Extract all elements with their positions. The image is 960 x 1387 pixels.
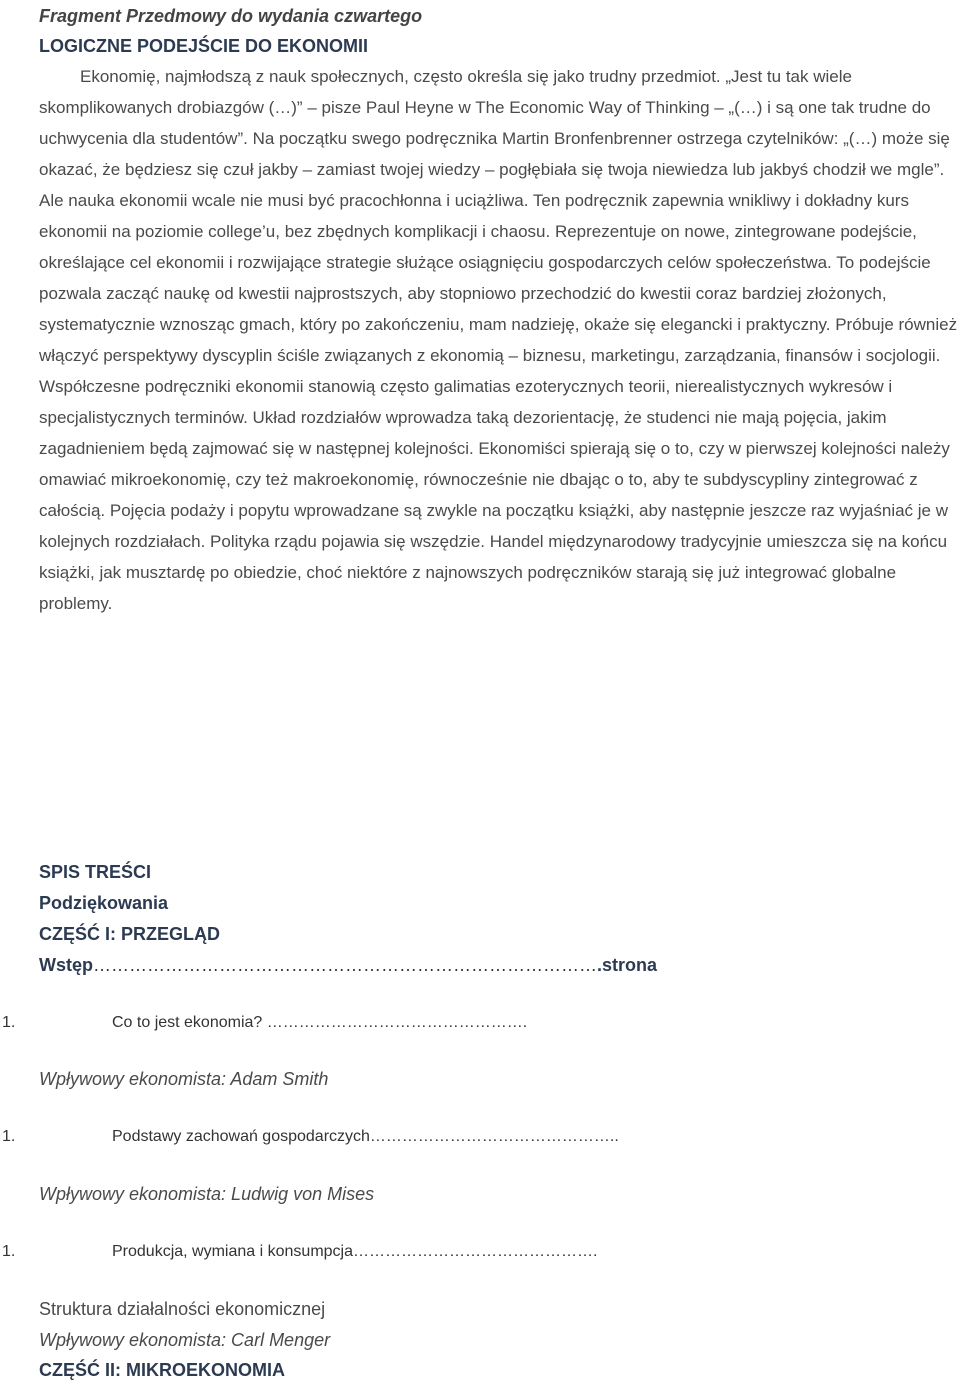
toc-entry-text	[112, 1241, 597, 1263]
fragment-title: Fragment Przedmowy do wydania czwartego	[39, 6, 423, 26]
toc-intro-page: .strona	[597, 955, 658, 975]
toc-entry-number: 1.	[2, 1014, 16, 1031]
toc-structure: Struktura działalności ekonomicznej	[39, 1299, 326, 1319]
toc-entry-title: Podstawy zachowań gospodarczych	[112, 1128, 370, 1145]
toc-entry-title: Co to jest ekonomia?	[112, 1014, 263, 1031]
toc-entry-text	[112, 1126, 619, 1148]
toc-entry-number: 1.	[2, 1128, 16, 1145]
toc-entry-title: Produkcja, wymiana i konsumpcja	[112, 1243, 353, 1260]
toc-intro-label: Wstęp	[39, 955, 93, 975]
paragraph-1: Ekonomię, najmłodszą z nauk społecznych, często określa się jako trudny przedmiot. „Jest tu tak wiele skomplikowanych drobiazgów (…)” – pisze Paul Heyne w The Economic Way of Thinking – „(…) i są one tak trudne do uchwycenia dla studentów”. Na początku swego podręcznika Martin Bronfenbrenner ostrzega czytelników: „(…) może się okazać, że będziesz się czuł jakby – zamiast twojej wiedzy – pogłębiała się twoja niewiedza lub jakbyś chodził we mgle”.	[39, 67, 950, 179]
section-heading: LOGICZNE PODEJŚCIE DO EKONOMII	[39, 36, 369, 56]
preface-body	[39, 61, 960, 619]
toc-intro-dots: …………………………………………………………………………	[93, 955, 597, 975]
toc-entry-dots: ……………………………………….	[353, 1243, 598, 1260]
toc-part-1: CZĘŚĆ I: PRZEGLĄD	[39, 924, 221, 944]
toc-part-2: CZĘŚĆ II: MIKROEKONOMIA	[39, 1360, 285, 1380]
toc-entry-dots: ………………………………………….	[262, 1014, 528, 1031]
toc-economist: Wpływowy ekonomista: Carl Menger	[39, 1330, 331, 1350]
paragraph-3: Współczesne podręczniki ekonomii stanowią często galimatias ezoterycznych teorii, nierealistycznych wykresów i specjalistycznych terminów. Układ rozdziałów wprowadza taką dezorientację, że studenci nie mają pojęcia, jakim zagadnieniem będą zajmować się w następnej kolejności. Ekonomiści spierają się o to, czy w pierwszej kolejności należy omawiać mikroekonomię, czy też makroekonomię, równocześnie nie dbając o to, aby te subdyscypliny zintegrować z całością. Pojęcia podaży i popytu wprowadzane są zwykle na początku książki, aby następnie jeszcze raz wyjaśniać je w kolejnych rozdziałach. Polityka rządu pojawia się wszędzie. Handel międzynarodowy tradycyjnie umieszcza się na końcu książki, jak musztardę po obiedzie, choć niektóre z najnowszych podręczników starają się już integrować globalne problemy.	[39, 377, 950, 613]
paragraph-2: Ale nauka ekonomii wcale nie musi być pracochłonna i uciążliwa. Ten podręcznik zapewnia wnikliwy i dokładny kurs ekonomii na poziomie college’u, bez zbędnych komplikacji i chaosu. Reprezentuje on nowe, zintegrowane podejście, określające cel ekonomii i rozwijające strategie służące osiągnięciu gospodarczych celów społeczeństwa. To podejście pozwala zacząć naukę od kwestii najprostszych, aby stopniowo przechodzić do kwestii coraz bardziej złożonych, systematycznie wznosząc gmach, który po zakończeniu, mam nadzieję, okaże się elegancki i praktyczny. Próbuje również włączyć perspektywy dyscyplin ściśle związanych z ekonomią – biznesu, marketingu, zarządzania, finansów i socjologii.	[39, 191, 958, 365]
toc-economist: Wpływowy ekonomista: Ludwig von Mises	[39, 1184, 375, 1204]
toc-intro-line	[39, 953, 657, 977]
toc-acknowledgements: Podziękowania	[39, 893, 169, 913]
toc-economist: Wpływowy ekonomista: Adam Smith	[39, 1069, 329, 1089]
toc-entry-number: 1.	[2, 1243, 16, 1260]
toc-entry-text	[112, 1012, 527, 1034]
toc-entry-dots: ………………………………………..	[369, 1128, 619, 1145]
toc-title: SPIS TREŚCI	[39, 862, 152, 882]
